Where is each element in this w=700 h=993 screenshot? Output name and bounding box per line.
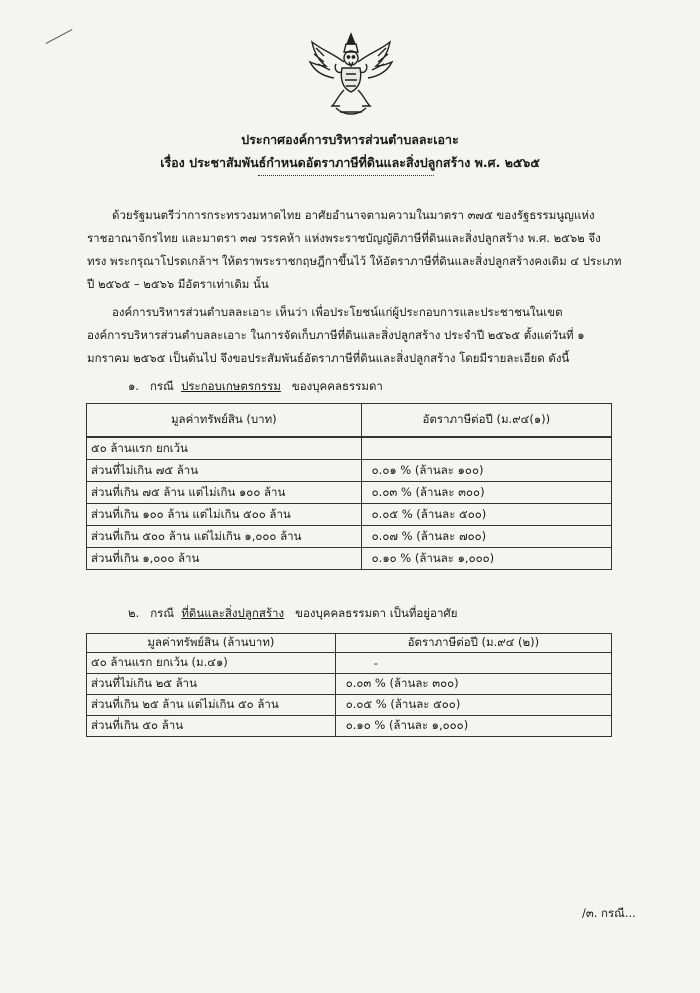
value-cell: ๕๐ ล้านแรก ยกเว้น (ม.๔๑) [87, 653, 336, 674]
column-header-value: มูลค่าทรัพย์สิน (ล้านบาท) [87, 634, 336, 653]
value-cell: ส่วนที่เกิน ๕๐ ล้าน [87, 716, 336, 737]
case1-category: ประกอบเกษตรกรรม [181, 379, 281, 393]
case2-number: ๒. [128, 606, 140, 620]
continuation-note: /๓. กรณี... [582, 906, 636, 920]
value-cell: ส่วนที่ไม่เกิน ๒๕ ล้าน [87, 674, 336, 695]
dotted-divider [258, 175, 434, 176]
value-cell: ส่วนที่เกิน ๑,๐๐๐ ล้าน [87, 548, 362, 570]
paragraph2-line3: มกราคม ๒๕๖๕ เป็นต้นไป จึงขอประสัมพันธ์อัตราภาษีที่ดินและสิ่งปลูกสร้าง โดยมีรายละเอียด ดังนี้ [87, 351, 570, 365]
value-cell: ส่วนที่เกิน ๗๕ ล้าน แต่ไม่เกิน ๑๐๐ ล้าน [87, 482, 362, 504]
value-cell: ส่วนที่เกิน ๑๐๐ ล้าน แต่ไม่เกิน ๕๐๐ ล้าน [87, 504, 362, 526]
paragraph2-line1: องค์การบริหารส่วนตำบลละเอาะ เห็นว่า เพื่อประโยชน์แก่ผู้ประกอบการและประชาชนในเขต [112, 305, 563, 319]
scan-mark [46, 29, 73, 44]
column-header-rate: อัตราภาษีต่อปี (ม.๙๔ (๒)) [335, 634, 611, 653]
paragraph1-line4: ปี ๒๕๖๕ – ๒๕๖๖ มีอัตราเท่าเดิม นั้น [87, 277, 269, 291]
rate-cell: ๐.๐๕ % (ล้านละ ๕๐๐) [361, 504, 611, 526]
paragraph1-line1: ด้วยรัฐมนตรีว่าการกระทรวงมหาดไทย อาศัยอำนาจตามความในมาตรา ๓๗๕ ของรัฐธรรมนูญแห่ง [112, 208, 595, 222]
case2-owner: ของบุคคลธรรมดา เป็นที่อยู่อาศัย [295, 606, 458, 620]
rate-cell [361, 437, 611, 460]
rate-cell: ๐.๐๓ % (ล้านละ ๓๐๐) [335, 674, 611, 695]
case2-rate-table [86, 633, 612, 737]
table-row [87, 504, 612, 526]
table-row [87, 548, 612, 570]
announcement-subject: เรื่อง ประชาสัมพันธ์กำหนดอัตราภาษีที่ดินและสิ่งปลูกสร้าง พ.ศ. ๒๕๖๕ [160, 155, 540, 170]
value-cell: ส่วนที่เกิน ๕๐๐ ล้าน แต่ไม่เกิน ๑,๐๐๐ ล้าน [87, 526, 362, 548]
case1-prefix: กรณี [149, 379, 174, 393]
table-header-row [87, 634, 612, 653]
table-row [87, 526, 612, 548]
column-header-rate: อัตราภาษีต่อปี (ม.๙๔(๑)) [361, 404, 611, 438]
rate-cell: ๐.๑๐ % (ล้านละ ๑,๐๐๐) [335, 716, 611, 737]
case2-category: ที่ดินและสิ่งปลูกสร้าง [181, 606, 285, 620]
case1-number: ๑. [128, 379, 139, 393]
table-row [87, 674, 612, 695]
table-row [87, 482, 612, 504]
rate-cell: - [335, 653, 611, 674]
table-header-row [87, 404, 612, 438]
garuda-emblem-icon [306, 32, 396, 118]
table-row [87, 437, 612, 460]
table-row [87, 716, 612, 737]
rate-cell: ๐.๐๑ % (ล้านละ ๑๐๐) [361, 460, 611, 482]
value-cell: ส่วนที่เกิน ๒๕ ล้าน แต่ไม่เกิน ๕๐ ล้าน [87, 695, 336, 716]
rate-cell: ๐.๐๗ % (ล้านละ ๗๐๐) [361, 526, 611, 548]
value-cell: ๕๐ ล้านแรก ยกเว้น [87, 437, 362, 460]
rate-cell: ๐.๐๓ % (ล้านละ ๓๐๐) [361, 482, 611, 504]
paragraph2-line2: องค์การบริหารส่วนตำบลละเอาะ ในการจัดเก็บภาษีที่ดินและสิ่งปลูกสร้าง ประจำปี ๒๕๖๕ ตั้งแต่วันที่ ๑ [87, 328, 585, 342]
column-header-value: มูลค่าทรัพย์สิน (บาท) [87, 404, 362, 438]
rate-cell: ๐.๐๕ % (ล้านละ ๕๐๐) [335, 695, 611, 716]
table-row [87, 653, 612, 674]
paragraph1-line2: ราชอาณาจักรไทย และมาตรา ๓๗ วรรคห้า แห่งพระราชบัญญัติภาษีที่ดินและสิ่งปลูกสร้าง พ.ศ. ๒๕๖๒ จึง [87, 231, 601, 245]
rate-cell: ๐.๑๐ % (ล้านละ ๑,๐๐๐) [361, 548, 611, 570]
case2-prefix: กรณี [150, 606, 175, 620]
announcement-title: ประกาศองค์การบริหารส่วนตำบลละเอาะ [241, 132, 459, 147]
case1-heading [128, 378, 383, 394]
case1-rate-table [86, 403, 612, 570]
case2-heading [128, 605, 457, 621]
paragraph1-line3: ทรง พระกรุณาโปรดเกล้าฯ ให้ตราพระราชกฤษฎีกาขึ้นไว้ ให้อัตราภาษีที่ดินและสิ่งปลูกสร้างคงเดิม ๔ ประเภท [87, 254, 622, 268]
table-row [87, 695, 612, 716]
table-row [87, 460, 612, 482]
case1-owner: ของบุคคลธรรมดา [291, 379, 383, 393]
value-cell: ส่วนที่ไม่เกิน ๗๕ ล้าน [87, 460, 362, 482]
